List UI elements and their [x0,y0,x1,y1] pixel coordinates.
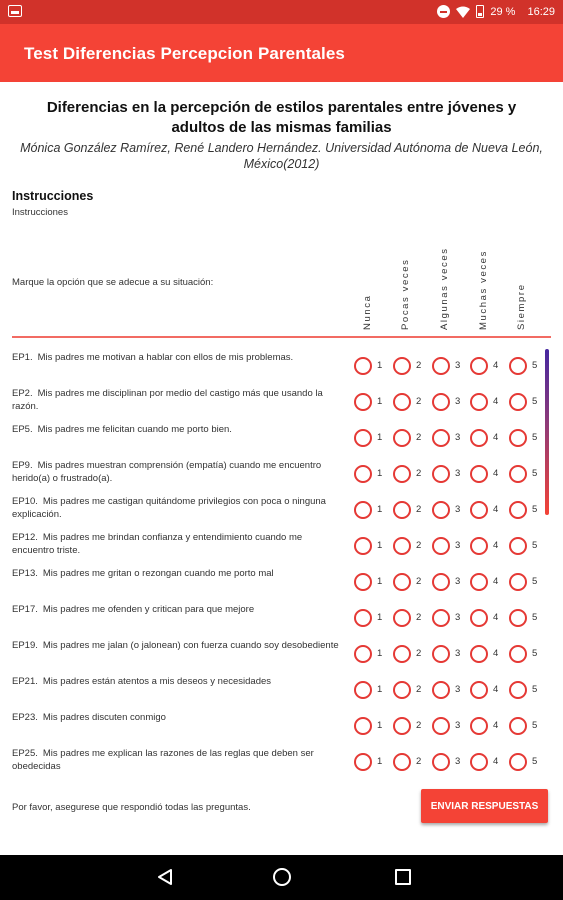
question-code: EP19. [12,640,38,651]
radio-option-1[interactable] [354,499,394,523]
screenshot-notification-icon [8,5,22,17]
status-bar [0,0,563,24]
radio-button[interactable] [354,465,372,483]
question-label: Mis padres discuten conmigo [42,712,166,723]
question-row [0,565,563,601]
question-code: EP25. [12,748,38,759]
radio-option-5[interactable] [509,571,549,595]
radio-button[interactable] [432,645,450,663]
question-text [12,423,342,436]
footer-note: Por favor, asegurese que respondió todas las preguntas. [12,802,251,813]
radio-option-3[interactable] [432,535,472,559]
option-number: 3 [455,720,461,731]
radio-button[interactable] [470,357,488,375]
radio-button[interactable] [432,393,450,411]
option-number: 1 [377,468,383,479]
radio-option-3[interactable] [432,643,472,667]
question-row [0,421,563,457]
submit-button[interactable]: ENVIAR RESPUESTAS [421,789,548,823]
question-text [12,711,342,724]
radio-button[interactable] [393,753,411,771]
radio-option-2[interactable] [393,355,433,379]
radio-option-3[interactable] [432,571,472,595]
question-row [0,349,563,385]
question-row [0,637,563,673]
wifi-icon [456,6,470,18]
instructions-title: Instrucciones [12,189,94,203]
question-label: Mis padres me castigan quitándome privilegios con poca o ninguna explicación. [12,496,326,520]
app-title: Test Diferencias Percepcion Parentales [24,44,345,63]
option-number: 3 [455,648,461,659]
option-number: 5 [532,576,538,587]
option-number: 4 [493,432,499,443]
radio-option-4[interactable] [470,427,510,451]
radio-option-4[interactable] [470,715,510,739]
radio-button[interactable] [470,645,488,663]
radio-option-4[interactable] [470,607,510,631]
radio-button[interactable] [509,681,527,699]
question-row [0,709,563,745]
radio-button[interactable] [470,681,488,699]
question-text [12,603,342,616]
scroll-indicator[interactable] [545,349,549,515]
option-number: 4 [493,684,499,695]
question-text [12,639,342,652]
option-number: 5 [532,756,538,767]
option-number: 2 [416,576,422,587]
do-not-disturb-icon [437,5,450,18]
radio-option-4[interactable] [470,643,510,667]
option-number: 1 [377,396,383,407]
radio-button[interactable] [509,645,527,663]
radio-button[interactable] [470,537,488,555]
radio-button[interactable] [470,429,488,447]
radio-button[interactable] [354,501,372,519]
radio-option-1[interactable] [354,751,394,775]
radio-option-3[interactable] [432,751,472,775]
radio-option-5[interactable] [509,715,549,739]
radio-option-5[interactable] [509,499,549,523]
column-header-muchas-veces: Muchas veces [478,250,489,330]
radio-option-4[interactable] [470,499,510,523]
radio-button[interactable] [470,609,488,627]
radio-button[interactable] [509,537,527,555]
radio-option-3[interactable] [432,499,472,523]
radio-button[interactable] [432,537,450,555]
radio-button[interactable] [393,573,411,591]
question-text [12,747,342,773]
option-number: 1 [377,360,383,371]
radio-button[interactable] [509,609,527,627]
option-number: 4 [493,756,499,767]
radio-button[interactable] [393,681,411,699]
column-header-algunas-veces: Algunas veces [439,247,450,330]
radio-button[interactable] [509,573,527,591]
radio-option-5[interactable] [509,607,549,631]
question-row [0,673,563,709]
option-number: 3 [455,396,461,407]
option-number: 2 [416,756,422,767]
radio-option-4[interactable] [470,463,510,487]
column-header-pocas-veces: Pocas veces [400,258,411,330]
radio-button[interactable] [432,681,450,699]
radio-option-2[interactable] [393,751,433,775]
radio-option-5[interactable] [509,463,549,487]
radio-button[interactable] [354,645,372,663]
question-code: EP1. [12,352,33,363]
radio-button[interactable] [393,537,411,555]
battery-percent: 29 % [490,5,516,18]
option-number: 2 [416,648,422,659]
radio-option-1[interactable] [354,535,394,559]
option-number: 3 [455,504,461,515]
radio-option-1[interactable] [354,643,394,667]
radio-button[interactable] [432,429,450,447]
battery-icon [476,5,484,18]
radio-button[interactable] [432,717,450,735]
radio-button[interactable] [509,501,527,519]
option-number: 5 [532,360,538,371]
question-code: EP23. [12,712,38,723]
radio-option-5[interactable] [509,679,549,703]
radio-button[interactable] [393,357,411,375]
radio-button[interactable] [354,717,372,735]
question-label: Mis padres me felicitan cuando me porto bien. [37,424,232,435]
option-number: 5 [532,720,538,731]
option-number: 3 [455,360,461,371]
radio-option-1[interactable] [354,463,394,487]
radio-button[interactable] [470,465,488,483]
radio-button[interactable] [354,573,372,591]
question-text [12,531,342,557]
option-number: 5 [532,396,538,407]
question-row [0,457,563,493]
option-number: 1 [377,648,383,659]
radio-button[interactable] [509,357,527,375]
radio-button[interactable] [354,393,372,411]
option-number: 5 [532,648,538,659]
option-number: 1 [377,684,383,695]
status-icons [437,5,555,18]
option-number: 4 [493,504,499,515]
document-authors: Mónica González Ramírez, René Landero Hernández. Universidad Autónoma de Nueva León, México(2012) [20,141,543,171]
question-label: Mis padres me ofenden y critican para que mejore [42,604,255,615]
question-code: EP10. [12,496,38,507]
question-row [0,601,563,637]
option-number: 3 [455,612,461,623]
radio-button[interactable] [354,429,372,447]
recent-apps-icon[interactable] [395,869,411,885]
radio-option-1[interactable] [354,391,394,415]
question-label: Mis padres muestran comprensión (empatía) cuando me encuentro herido(a) o frustrado(a). [12,460,322,484]
radio-button[interactable] [432,357,450,375]
question-code: EP5. [12,424,33,435]
question-label: Mis padres me brindan confianza y entendimiento cuando me encuentro triste. [12,532,303,556]
radio-button[interactable] [470,393,488,411]
question-label: Mis padres me explican las razones de las reglas que deben ser obedecidas [12,748,314,772]
radio-option-3[interactable] [432,679,472,703]
option-number: 1 [377,540,383,551]
option-number: 4 [493,468,499,479]
question-text [12,675,342,688]
radio-option-5[interactable] [509,355,549,379]
radio-option-2[interactable] [393,571,433,595]
question-code: EP17. [12,604,38,615]
radio-option-3[interactable] [432,463,472,487]
option-number: 4 [493,720,499,731]
option-number: 5 [532,612,538,623]
navigation-bar [0,855,563,900]
question-code: EP2. [12,388,33,399]
question-label: Mis padres me motivan a hablar con ellos de mis problemas. [37,352,294,363]
radio-option-5[interactable] [509,391,549,415]
radio-option-3[interactable] [432,427,472,451]
option-number: 3 [455,756,461,767]
radio-button[interactable] [393,393,411,411]
radio-option-4[interactable] [470,751,510,775]
option-number: 5 [532,504,538,515]
home-icon[interactable] [273,868,291,886]
option-number: 1 [377,432,383,443]
option-number: 4 [493,360,499,371]
radio-button[interactable] [432,573,450,591]
option-number: 4 [493,612,499,623]
radio-option-1[interactable] [354,679,394,703]
radio-option-3[interactable] [432,715,472,739]
question-row [0,745,563,781]
option-number: 2 [416,540,422,551]
document-title: Diferencias en la percepción de estilos parentales entre jóvenes y adultos de las mismas familias [46,99,517,136]
option-number: 5 [532,540,538,551]
question-code: EP12. [12,532,38,543]
radio-option-3[interactable] [432,355,472,379]
radio-option-1[interactable] [354,571,394,595]
question-label: Mis padres me disciplinan por medio del castigo más que usando la razón. [12,388,323,412]
option-number: 2 [416,612,422,623]
app-bar [0,24,563,82]
radio-option-1[interactable] [354,607,394,631]
question-text [12,567,342,580]
radio-option-5[interactable] [509,535,549,559]
radio-button[interactable] [432,465,450,483]
radio-option-2[interactable] [393,391,433,415]
option-number: 2 [416,468,422,479]
radio-button[interactable] [470,573,488,591]
option-number: 3 [455,432,461,443]
radio-button[interactable] [393,429,411,447]
instructions-prompt: Marque la opción que se adecue a su situación: [12,277,214,288]
radio-button[interactable] [509,717,527,735]
option-number: 4 [493,648,499,659]
option-number: 5 [532,468,538,479]
radio-option-4[interactable] [470,571,510,595]
option-number: 1 [377,756,383,767]
option-number: 1 [377,576,383,587]
radio-option-2[interactable] [393,499,433,523]
question-text [12,459,342,485]
option-number: 5 [532,684,538,695]
option-number: 3 [455,540,461,551]
radio-option-3[interactable] [432,607,472,631]
option-number: 2 [416,432,422,443]
back-icon[interactable] [156,868,174,886]
option-number: 1 [377,612,383,623]
option-number: 2 [416,720,422,731]
option-number: 4 [493,540,499,551]
radio-option-4[interactable] [470,355,510,379]
radio-option-3[interactable] [432,391,472,415]
radio-option-5[interactable] [509,643,549,667]
radio-option-2[interactable] [393,679,433,703]
question-text [12,387,342,413]
clock: 16:29 [527,5,555,18]
radio-button[interactable] [354,357,372,375]
radio-button[interactable] [509,393,527,411]
option-number: 5 [532,432,538,443]
instructions-subtitle: Instrucciones [12,207,68,218]
question-text [12,495,342,521]
radio-button[interactable] [393,609,411,627]
radio-button[interactable] [354,753,372,771]
question-code: EP9. [12,460,33,471]
radio-option-1[interactable] [354,427,394,451]
radio-option-2[interactable] [393,535,433,559]
option-number: 1 [377,720,383,731]
radio-option-5[interactable] [509,751,549,775]
radio-option-2[interactable] [393,427,433,451]
radio-option-2[interactable] [393,463,433,487]
option-number: 2 [416,396,422,407]
radio-button[interactable] [393,645,411,663]
option-number: 3 [455,468,461,479]
option-number: 4 [493,576,499,587]
radio-button[interactable] [393,465,411,483]
option-number: 1 [377,504,383,515]
radio-option-1[interactable] [354,355,394,379]
radio-button[interactable] [470,501,488,519]
question-code: EP21. [12,676,38,687]
radio-button[interactable] [354,681,372,699]
radio-button[interactable] [393,501,411,519]
radio-button[interactable] [470,717,488,735]
option-number: 2 [416,504,422,515]
question-label: Mis padres me gritan o rezongan cuando me porto mal [42,568,274,579]
radio-option-2[interactable] [393,643,433,667]
radio-option-2[interactable] [393,715,433,739]
radio-option-4[interactable] [470,535,510,559]
column-header-siempre: Siempre [516,283,527,330]
radio-button[interactable] [470,753,488,771]
radio-option-4[interactable] [470,679,510,703]
radio-button[interactable] [509,465,527,483]
radio-button[interactable] [432,501,450,519]
header-divider [12,336,551,338]
radio-button[interactable] [393,717,411,735]
radio-button[interactable] [354,537,372,555]
radio-button[interactable] [509,429,527,447]
radio-button[interactable] [354,609,372,627]
option-number: 3 [455,576,461,587]
question-row [0,529,563,565]
option-number: 2 [416,360,422,371]
radio-button[interactable] [432,609,450,627]
question-label: Mis padres me jalan (o jalonean) con fuerza cuando soy desobediente [42,640,339,651]
radio-option-1[interactable] [354,715,394,739]
radio-option-4[interactable] [470,391,510,415]
radio-button[interactable] [432,753,450,771]
option-number: 2 [416,684,422,695]
question-label: Mis padres están atentos a mis deseos y necesidades [42,676,272,687]
option-number: 4 [493,396,499,407]
column-header-nunca: Nunca [362,294,373,330]
question-code: EP13. [12,568,38,579]
question-row [0,385,563,421]
option-number: 3 [455,684,461,695]
question-text [12,351,342,364]
question-row [0,493,563,529]
radio-option-2[interactable] [393,607,433,631]
radio-option-5[interactable] [509,427,549,451]
radio-button[interactable] [509,753,527,771]
